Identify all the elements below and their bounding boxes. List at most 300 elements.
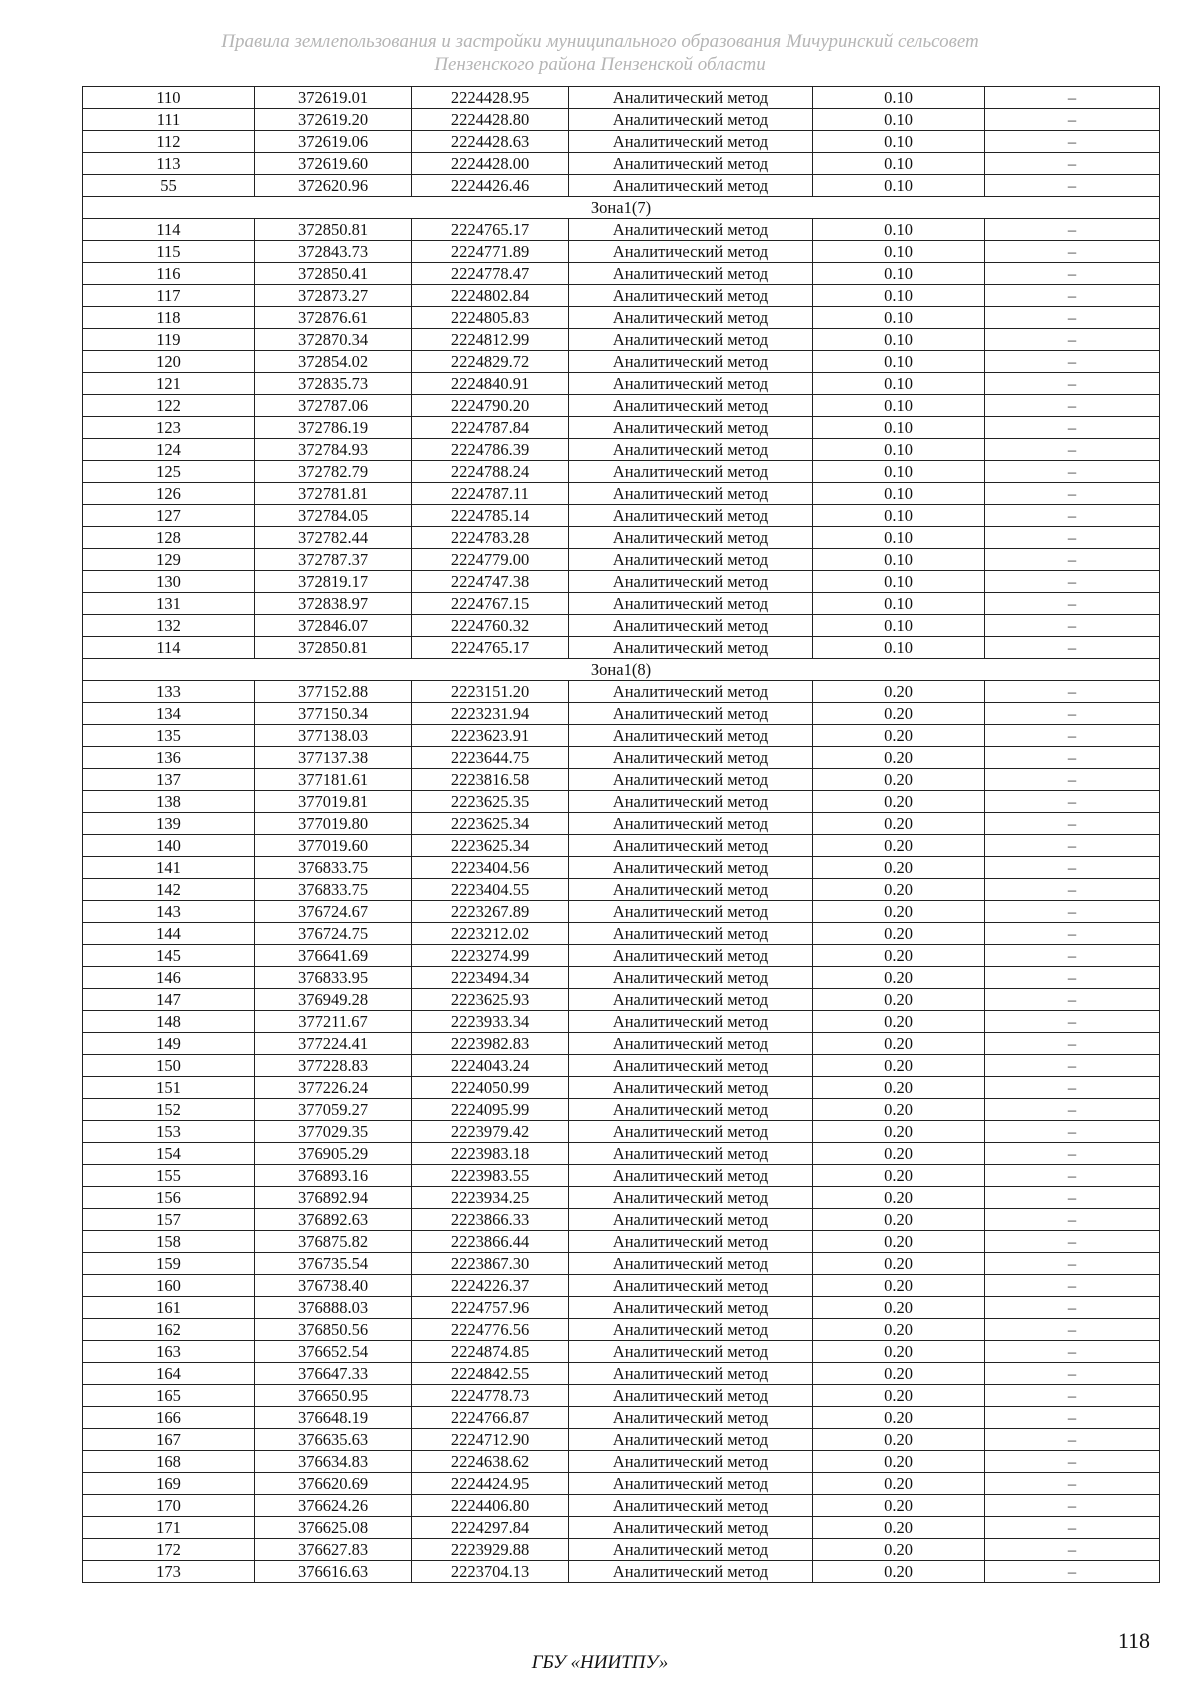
method-cell: Аналитический метод xyxy=(569,615,813,637)
accuracy-cell: 0.10 xyxy=(813,461,985,483)
table-row xyxy=(83,637,1160,659)
y-coordinate-cell: 2224226.37 xyxy=(412,1275,569,1297)
accuracy-cell: 0.20 xyxy=(813,1209,985,1231)
description-cell: – xyxy=(985,417,1160,439)
point-number-cell: 141 xyxy=(83,857,255,879)
point-number-cell: 125 xyxy=(83,461,255,483)
description-cell: – xyxy=(985,1077,1160,1099)
method-cell: Аналитический метод xyxy=(569,549,813,571)
table-row xyxy=(83,87,1160,109)
accuracy-cell: 0.20 xyxy=(813,1121,985,1143)
x-coordinate-cell: 372870.34 xyxy=(255,329,412,351)
x-coordinate-cell: 376650.95 xyxy=(255,1385,412,1407)
zone-header-row xyxy=(83,659,1160,681)
x-coordinate-cell: 372819.17 xyxy=(255,571,412,593)
accuracy-cell: 0.20 xyxy=(813,747,985,769)
y-coordinate-cell: 2224712.90 xyxy=(412,1429,569,1451)
y-coordinate-cell: 2223151.20 xyxy=(412,681,569,703)
accuracy-cell: 0.20 xyxy=(813,1253,985,1275)
x-coordinate-cell: 372850.81 xyxy=(255,637,412,659)
method-cell: Аналитический метод xyxy=(569,1275,813,1297)
table-row xyxy=(83,285,1160,307)
table-row xyxy=(83,769,1160,791)
method-cell: Аналитический метод xyxy=(569,1363,813,1385)
y-coordinate-cell: 2223231.94 xyxy=(412,703,569,725)
point-number-cell: 172 xyxy=(83,1539,255,1561)
point-number-cell: 111 xyxy=(83,109,255,131)
zone-label: Зона1(7) xyxy=(83,197,1160,219)
table-row xyxy=(83,571,1160,593)
description-cell: – xyxy=(985,219,1160,241)
x-coordinate-cell: 377138.03 xyxy=(255,725,412,747)
point-number-cell: 126 xyxy=(83,483,255,505)
description-cell: – xyxy=(985,901,1160,923)
x-coordinate-cell: 372619.20 xyxy=(255,109,412,131)
x-coordinate-cell: 372784.93 xyxy=(255,439,412,461)
description-cell: – xyxy=(985,1407,1160,1429)
description-cell: – xyxy=(985,1297,1160,1319)
description-cell: – xyxy=(985,329,1160,351)
description-cell: – xyxy=(985,1143,1160,1165)
y-coordinate-cell: 2224840.91 xyxy=(412,373,569,395)
x-coordinate-cell: 372873.27 xyxy=(255,285,412,307)
x-coordinate-cell: 376833.95 xyxy=(255,967,412,989)
accuracy-cell: 0.10 xyxy=(813,395,985,417)
method-cell: Аналитический метод xyxy=(569,1561,813,1583)
point-number-cell: 145 xyxy=(83,945,255,967)
description-cell: – xyxy=(985,505,1160,527)
y-coordinate-cell: 2224638.62 xyxy=(412,1451,569,1473)
point-number-cell: 138 xyxy=(83,791,255,813)
point-number-cell: 135 xyxy=(83,725,255,747)
y-coordinate-cell: 2224765.17 xyxy=(412,219,569,241)
x-coordinate-cell: 376620.69 xyxy=(255,1473,412,1495)
accuracy-cell: 0.10 xyxy=(813,351,985,373)
method-cell: Аналитический метод xyxy=(569,813,813,835)
point-number-cell: 169 xyxy=(83,1473,255,1495)
method-cell: Аналитический метод xyxy=(569,395,813,417)
accuracy-cell: 0.10 xyxy=(813,263,985,285)
y-coordinate-cell: 2224812.99 xyxy=(412,329,569,351)
y-coordinate-cell: 2224779.00 xyxy=(412,549,569,571)
x-coordinate-cell: 372787.06 xyxy=(255,395,412,417)
point-number-cell: 149 xyxy=(83,1033,255,1055)
method-cell: Аналитический метод xyxy=(569,285,813,307)
accuracy-cell: 0.20 xyxy=(813,1429,985,1451)
table-row xyxy=(83,967,1160,989)
y-coordinate-cell: 2223404.56 xyxy=(412,857,569,879)
table-row xyxy=(83,1495,1160,1517)
table-row xyxy=(83,549,1160,571)
y-coordinate-cell: 2224424.95 xyxy=(412,1473,569,1495)
y-coordinate-cell: 2224783.28 xyxy=(412,527,569,549)
method-cell: Аналитический метод xyxy=(569,417,813,439)
point-number-cell: 114 xyxy=(83,219,255,241)
y-coordinate-cell: 2224802.84 xyxy=(412,285,569,307)
table-row xyxy=(83,791,1160,813)
description-cell: – xyxy=(985,109,1160,131)
point-number-cell: 137 xyxy=(83,769,255,791)
table-row xyxy=(83,703,1160,725)
accuracy-cell: 0.20 xyxy=(813,1407,985,1429)
table-row xyxy=(83,835,1160,857)
accuracy-cell: 0.20 xyxy=(813,1033,985,1055)
method-cell: Аналитический метод xyxy=(569,351,813,373)
x-coordinate-cell: 376888.03 xyxy=(255,1297,412,1319)
table-row xyxy=(83,989,1160,1011)
point-number-cell: 161 xyxy=(83,1297,255,1319)
y-coordinate-cell: 2223983.55 xyxy=(412,1165,569,1187)
accuracy-cell: 0.10 xyxy=(813,439,985,461)
point-number-cell: 170 xyxy=(83,1495,255,1517)
description-cell: – xyxy=(985,285,1160,307)
point-number-cell: 128 xyxy=(83,527,255,549)
y-coordinate-cell: 2224785.14 xyxy=(412,505,569,527)
x-coordinate-cell: 377152.88 xyxy=(255,681,412,703)
description-cell: – xyxy=(985,307,1160,329)
x-coordinate-cell: 377211.67 xyxy=(255,1011,412,1033)
y-coordinate-cell: 2224790.20 xyxy=(412,395,569,417)
table-row xyxy=(83,1451,1160,1473)
method-cell: Аналитический метод xyxy=(569,1517,813,1539)
point-number-cell: 165 xyxy=(83,1385,255,1407)
method-cell: Аналитический метод xyxy=(569,637,813,659)
point-number-cell: 114 xyxy=(83,637,255,659)
method-cell: Аналитический метод xyxy=(569,769,813,791)
y-coordinate-cell: 2224747.38 xyxy=(412,571,569,593)
accuracy-cell: 0.20 xyxy=(813,1165,985,1187)
coordinates-table-body xyxy=(83,87,1160,1583)
y-coordinate-cell: 2224426.46 xyxy=(412,175,569,197)
y-coordinate-cell: 2224428.00 xyxy=(412,153,569,175)
table-row xyxy=(83,945,1160,967)
x-coordinate-cell: 377181.61 xyxy=(255,769,412,791)
point-number-cell: 120 xyxy=(83,351,255,373)
y-coordinate-cell: 2224874.85 xyxy=(412,1341,569,1363)
y-coordinate-cell: 2224760.32 xyxy=(412,615,569,637)
method-cell: Аналитический метод xyxy=(569,1407,813,1429)
x-coordinate-cell: 372782.79 xyxy=(255,461,412,483)
method-cell: Аналитический метод xyxy=(569,505,813,527)
accuracy-cell: 0.20 xyxy=(813,703,985,725)
accuracy-cell: 0.20 xyxy=(813,1297,985,1319)
table-row xyxy=(83,1165,1160,1187)
point-number-cell: 127 xyxy=(83,505,255,527)
description-cell: – xyxy=(985,87,1160,109)
table-row xyxy=(83,329,1160,351)
y-coordinate-cell: 2224767.15 xyxy=(412,593,569,615)
table-row xyxy=(83,1539,1160,1561)
y-coordinate-cell: 2223983.18 xyxy=(412,1143,569,1165)
y-coordinate-cell: 2223644.75 xyxy=(412,747,569,769)
method-cell: Аналитический метод xyxy=(569,923,813,945)
table-row xyxy=(83,153,1160,175)
method-cell: Аналитический метод xyxy=(569,1077,813,1099)
accuracy-cell: 0.20 xyxy=(813,725,985,747)
method-cell: Аналитический метод xyxy=(569,1099,813,1121)
accuracy-cell: 0.10 xyxy=(813,505,985,527)
table-row xyxy=(83,923,1160,945)
description-cell: – xyxy=(985,1495,1160,1517)
point-number-cell: 146 xyxy=(83,967,255,989)
description-cell: – xyxy=(985,527,1160,549)
description-cell: – xyxy=(985,1561,1160,1583)
accuracy-cell: 0.20 xyxy=(813,1275,985,1297)
y-coordinate-cell: 2223979.42 xyxy=(412,1121,569,1143)
point-number-cell: 148 xyxy=(83,1011,255,1033)
x-coordinate-cell: 376627.83 xyxy=(255,1539,412,1561)
point-number-cell: 152 xyxy=(83,1099,255,1121)
description-cell: – xyxy=(985,1539,1160,1561)
x-coordinate-cell: 372876.61 xyxy=(255,307,412,329)
table-row xyxy=(83,373,1160,395)
point-number-cell: 124 xyxy=(83,439,255,461)
description-cell: – xyxy=(985,637,1160,659)
table-row xyxy=(83,681,1160,703)
method-cell: Аналитический метод xyxy=(569,967,813,989)
accuracy-cell: 0.10 xyxy=(813,285,985,307)
x-coordinate-cell: 377059.27 xyxy=(255,1099,412,1121)
table-row xyxy=(83,1473,1160,1495)
method-cell: Аналитический метод xyxy=(569,835,813,857)
y-coordinate-cell: 2224771.89 xyxy=(412,241,569,263)
description-cell: – xyxy=(985,373,1160,395)
method-cell: Аналитический метод xyxy=(569,1451,813,1473)
y-coordinate-cell: 2224776.56 xyxy=(412,1319,569,1341)
y-coordinate-cell: 2223934.25 xyxy=(412,1187,569,1209)
point-number-cell: 154 xyxy=(83,1143,255,1165)
table-row xyxy=(83,1319,1160,1341)
accuracy-cell: 0.20 xyxy=(813,813,985,835)
table-row xyxy=(83,1429,1160,1451)
point-number-cell: 163 xyxy=(83,1341,255,1363)
description-cell: – xyxy=(985,791,1160,813)
x-coordinate-cell: 376875.82 xyxy=(255,1231,412,1253)
x-coordinate-cell: 376641.69 xyxy=(255,945,412,967)
point-number-cell: 158 xyxy=(83,1231,255,1253)
y-coordinate-cell: 2223212.02 xyxy=(412,923,569,945)
method-cell: Аналитический метод xyxy=(569,1319,813,1341)
accuracy-cell: 0.10 xyxy=(813,131,985,153)
method-cell: Аналитический метод xyxy=(569,153,813,175)
method-cell: Аналитический метод xyxy=(569,681,813,703)
x-coordinate-cell: 372850.41 xyxy=(255,263,412,285)
table-row xyxy=(83,351,1160,373)
table-row xyxy=(83,417,1160,439)
y-coordinate-cell: 2224766.87 xyxy=(412,1407,569,1429)
point-number-cell: 117 xyxy=(83,285,255,307)
y-coordinate-cell: 2224788.24 xyxy=(412,461,569,483)
table-row xyxy=(83,461,1160,483)
point-number-cell: 144 xyxy=(83,923,255,945)
accuracy-cell: 0.10 xyxy=(813,87,985,109)
x-coordinate-cell: 377019.60 xyxy=(255,835,412,857)
point-number-cell: 55 xyxy=(83,175,255,197)
y-coordinate-cell: 2224805.83 xyxy=(412,307,569,329)
zone-header-row xyxy=(83,197,1160,219)
y-coordinate-cell: 2224787.84 xyxy=(412,417,569,439)
description-cell: – xyxy=(985,615,1160,637)
x-coordinate-cell: 376625.08 xyxy=(255,1517,412,1539)
description-cell: – xyxy=(985,1473,1160,1495)
description-cell: – xyxy=(985,1319,1160,1341)
accuracy-cell: 0.20 xyxy=(813,1385,985,1407)
table-row xyxy=(83,879,1160,901)
description-cell: – xyxy=(985,1231,1160,1253)
description-cell: – xyxy=(985,1209,1160,1231)
accuracy-cell: 0.10 xyxy=(813,109,985,131)
point-number-cell: 116 xyxy=(83,263,255,285)
table-row xyxy=(83,1077,1160,1099)
accuracy-cell: 0.20 xyxy=(813,1341,985,1363)
point-number-cell: 162 xyxy=(83,1319,255,1341)
description-cell: – xyxy=(985,1011,1160,1033)
description-cell: – xyxy=(985,857,1160,879)
method-cell: Аналитический метод xyxy=(569,1253,813,1275)
method-cell: Аналитический метод xyxy=(569,1055,813,1077)
table-row xyxy=(83,395,1160,417)
accuracy-cell: 0.20 xyxy=(813,1517,985,1539)
accuracy-cell: 0.20 xyxy=(813,1473,985,1495)
accuracy-cell: 0.10 xyxy=(813,549,985,571)
method-cell: Аналитический метод xyxy=(569,879,813,901)
x-coordinate-cell: 376616.63 xyxy=(255,1561,412,1583)
accuracy-cell: 0.20 xyxy=(813,1055,985,1077)
header-line-1: Правила землепользования и застройки муниципального образования Мичуринский сельсовет xyxy=(221,31,979,52)
x-coordinate-cell: 372846.07 xyxy=(255,615,412,637)
description-cell: – xyxy=(985,351,1160,373)
accuracy-cell: 0.20 xyxy=(813,681,985,703)
x-coordinate-cell: 376634.83 xyxy=(255,1451,412,1473)
accuracy-cell: 0.20 xyxy=(813,923,985,945)
x-coordinate-cell: 377228.83 xyxy=(255,1055,412,1077)
description-cell: – xyxy=(985,725,1160,747)
method-cell: Аналитический метод xyxy=(569,461,813,483)
accuracy-cell: 0.10 xyxy=(813,571,985,593)
x-coordinate-cell: 376724.75 xyxy=(255,923,412,945)
table-row xyxy=(83,505,1160,527)
accuracy-cell: 0.20 xyxy=(813,1495,985,1517)
method-cell: Аналитический метод xyxy=(569,593,813,615)
point-number-cell: 112 xyxy=(83,131,255,153)
y-coordinate-cell: 2224050.99 xyxy=(412,1077,569,1099)
point-number-cell: 167 xyxy=(83,1429,255,1451)
accuracy-cell: 0.10 xyxy=(813,373,985,395)
accuracy-cell: 0.20 xyxy=(813,769,985,791)
x-coordinate-cell: 376833.75 xyxy=(255,879,412,901)
description-cell: – xyxy=(985,131,1160,153)
table-row xyxy=(83,1033,1160,1055)
point-number-cell: 160 xyxy=(83,1275,255,1297)
accuracy-cell: 0.20 xyxy=(813,1363,985,1385)
table-row xyxy=(83,131,1160,153)
accuracy-cell: 0.20 xyxy=(813,791,985,813)
zone-label: Зона1(8) xyxy=(83,659,1160,681)
table-row xyxy=(83,1363,1160,1385)
x-coordinate-cell: 372620.96 xyxy=(255,175,412,197)
accuracy-cell: 0.10 xyxy=(813,593,985,615)
y-coordinate-cell: 2224829.72 xyxy=(412,351,569,373)
point-number-cell: 159 xyxy=(83,1253,255,1275)
point-number-cell: 129 xyxy=(83,549,255,571)
accuracy-cell: 0.10 xyxy=(813,527,985,549)
description-cell: – xyxy=(985,989,1160,1011)
y-coordinate-cell: 2224786.39 xyxy=(412,439,569,461)
accuracy-cell: 0.10 xyxy=(813,483,985,505)
table-row xyxy=(83,241,1160,263)
table-row xyxy=(83,1209,1160,1231)
table-row xyxy=(83,593,1160,615)
y-coordinate-cell: 2224787.11 xyxy=(412,483,569,505)
x-coordinate-cell: 376905.29 xyxy=(255,1143,412,1165)
point-number-cell: 131 xyxy=(83,593,255,615)
x-coordinate-cell: 377226.24 xyxy=(255,1077,412,1099)
accuracy-cell: 0.10 xyxy=(813,615,985,637)
point-number-cell: 171 xyxy=(83,1517,255,1539)
table-row xyxy=(83,1275,1160,1297)
point-number-cell: 142 xyxy=(83,879,255,901)
x-coordinate-cell: 377019.80 xyxy=(255,813,412,835)
y-coordinate-cell: 2224428.63 xyxy=(412,131,569,153)
y-coordinate-cell: 2223867.30 xyxy=(412,1253,569,1275)
y-coordinate-cell: 2224043.24 xyxy=(412,1055,569,1077)
table-row xyxy=(83,1121,1160,1143)
table-row xyxy=(83,1011,1160,1033)
x-coordinate-cell: 372854.02 xyxy=(255,351,412,373)
y-coordinate-cell: 2224428.95 xyxy=(412,87,569,109)
x-coordinate-cell: 377137.38 xyxy=(255,747,412,769)
y-coordinate-cell: 2223274.99 xyxy=(412,945,569,967)
method-cell: Аналитический метод xyxy=(569,439,813,461)
point-number-cell: 132 xyxy=(83,615,255,637)
accuracy-cell: 0.20 xyxy=(813,1539,985,1561)
x-coordinate-cell: 372782.44 xyxy=(255,527,412,549)
x-coordinate-cell: 376735.54 xyxy=(255,1253,412,1275)
point-number-cell: 155 xyxy=(83,1165,255,1187)
accuracy-cell: 0.10 xyxy=(813,241,985,263)
method-cell: Аналитический метод xyxy=(569,1011,813,1033)
description-cell: – xyxy=(985,1275,1160,1297)
method-cell: Аналитический метод xyxy=(569,945,813,967)
x-coordinate-cell: 377029.35 xyxy=(255,1121,412,1143)
y-coordinate-cell: 2224765.17 xyxy=(412,637,569,659)
point-number-cell: 113 xyxy=(83,153,255,175)
method-cell: Аналитический метод xyxy=(569,373,813,395)
x-coordinate-cell: 376724.67 xyxy=(255,901,412,923)
point-number-cell: 153 xyxy=(83,1121,255,1143)
method-cell: Аналитический метод xyxy=(569,1231,813,1253)
method-cell: Аналитический метод xyxy=(569,1165,813,1187)
point-number-cell: 157 xyxy=(83,1209,255,1231)
y-coordinate-cell: 2223625.34 xyxy=(412,835,569,857)
point-number-cell: 133 xyxy=(83,681,255,703)
accuracy-cell: 0.10 xyxy=(813,307,985,329)
y-coordinate-cell: 2224842.55 xyxy=(412,1363,569,1385)
point-number-cell: 156 xyxy=(83,1187,255,1209)
table-row xyxy=(83,1341,1160,1363)
x-coordinate-cell: 372843.73 xyxy=(255,241,412,263)
y-coordinate-cell: 2224095.99 xyxy=(412,1099,569,1121)
description-cell: – xyxy=(985,1451,1160,1473)
y-coordinate-cell: 2224428.80 xyxy=(412,109,569,131)
x-coordinate-cell: 377150.34 xyxy=(255,703,412,725)
method-cell: Аналитический метод xyxy=(569,175,813,197)
accuracy-cell: 0.20 xyxy=(813,989,985,1011)
y-coordinate-cell: 2224406.80 xyxy=(412,1495,569,1517)
point-number-cell: 164 xyxy=(83,1363,255,1385)
x-coordinate-cell: 376624.26 xyxy=(255,1495,412,1517)
point-number-cell: 118 xyxy=(83,307,255,329)
